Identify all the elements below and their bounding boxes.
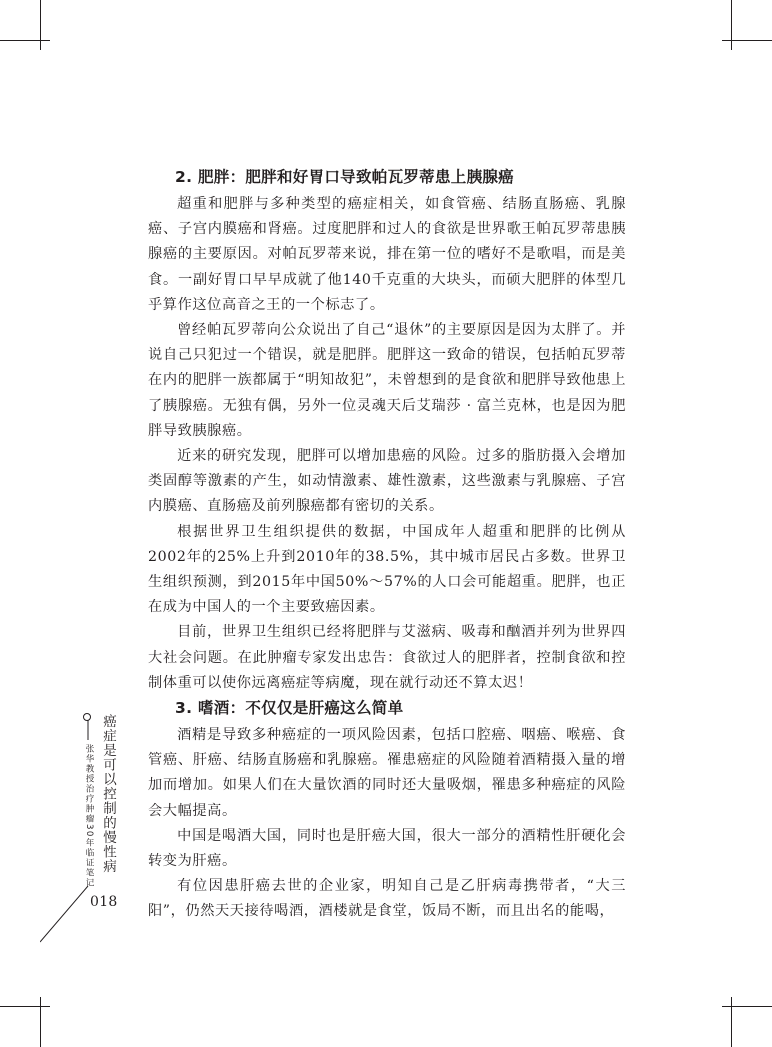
crop-mark bbox=[40, 0, 41, 50]
page-body bbox=[148, 165, 626, 925]
paragraph: 近来的研究发现，肥胖可以增加患癌的风险。过多的脂肪摄入会增加类固醇等激素的产生，如动情激素、雄性激素，这些激素与乳腺癌、子宫内膜癌、直肠癌及前列腺癌都有密切的关系。 bbox=[148, 448, 626, 515]
paragraph: 超重和肥胖与多种类型的癌症相关，如食管癌、结肠直肠癌、乳腺癌、子宫内膜癌和肾癌。过度肥胖和过人的食欲是世界歌王帕瓦罗蒂患胰腺癌的主要原因。对帕瓦罗蒂来说，排在第一位的嗜好不是歌唱，而是美食。一副好胃口早早成就了他140千克重的大块头，而硕大肥胖的体型几乎算作这位高音之王的一个标志了。 bbox=[148, 196, 626, 313]
crop-mark bbox=[40, 997, 41, 1047]
running-sidebar bbox=[40, 710, 130, 950]
crop-mark bbox=[0, 40, 50, 41]
book-title: 癌症是可以控制的慢性病 bbox=[100, 714, 116, 874]
crop-mark bbox=[731, 997, 732, 1047]
crop-mark bbox=[722, 1006, 772, 1007]
section-heading: 3. 嗜酒：不仅仅是肝癌这么简单 bbox=[175, 699, 404, 718]
crop-mark bbox=[731, 0, 732, 50]
paragraph: 有位因患肝癌去世的企业家，明知自己是乙肝病毒携带者，“大三阳”，仍然天天接待喝酒，酒楼就是食堂，饭局不断，而且出名的能喝， bbox=[148, 878, 626, 920]
section-heading: 2. 肥胖：肥胖和好胃口导致帕瓦罗蒂患上胰腺癌 bbox=[175, 168, 514, 186]
crop-mark bbox=[722, 40, 772, 41]
paragraph: 曾经帕瓦罗蒂向公众说出了自己“退休”的主要原因是因为太胖了。并说自己只犯过一个错误，就是肥胖。肥胖这一致命的错误，包括帕瓦罗蒂在内的肥胖一族都属于“明知故犯”，未曾想到的是食欲和肥胖导致他患上了胰腺癌。无独有偶，另外一位灵魂天后艾瑞莎 · 富兰克林，也是因为肥胖导致胰腺癌。 bbox=[148, 322, 626, 439]
paragraph: 根据世界卫生组织提供的数据，中国成年人超重和肥胖的比例从2002年的25%上升到2010年的38.5%，其中城市居民占多数。世界卫生组织预测，到2015年中国50%～57%的人口会可能超重。肥胖，也正在成为中国人的一个主要致癌因素。 bbox=[148, 523, 626, 616]
series-title: 张华教授治疗肿瘤30年临证笔记 bbox=[84, 744, 94, 888]
paragraph: 目前，世界卫生组织已经将肥胖与艾滋病、吸毒和酗酒并列为世界四大社会问题。在此肿瘤专家发出忠告：食欲过人的肥胖者，控制食欲和控制体重可以使你远离癌症等病魔，现在就行动还不算太迟！ bbox=[148, 624, 626, 691]
paragraph: 中国是喝酒大国，同时也是肝癌大国，很大一部分的酒精性肝硬化会转变为肝癌。 bbox=[148, 827, 626, 870]
crop-mark bbox=[0, 1006, 50, 1007]
paragraph: 酒精是导致多种癌症的一项风险因素，包括口腔癌、咽癌、喉癌、食管癌、肝癌、结肠直肠癌和乳腺癌。罹患癌症的风险随着酒精摄入量的增加而增加。如果人们在大量饮酒的同时还大量吸烟，罹患多种癌症的风险会大幅提高。 bbox=[148, 727, 626, 819]
sidebar-dot-icon bbox=[83, 713, 91, 721]
page-number: 018 bbox=[90, 894, 118, 910]
